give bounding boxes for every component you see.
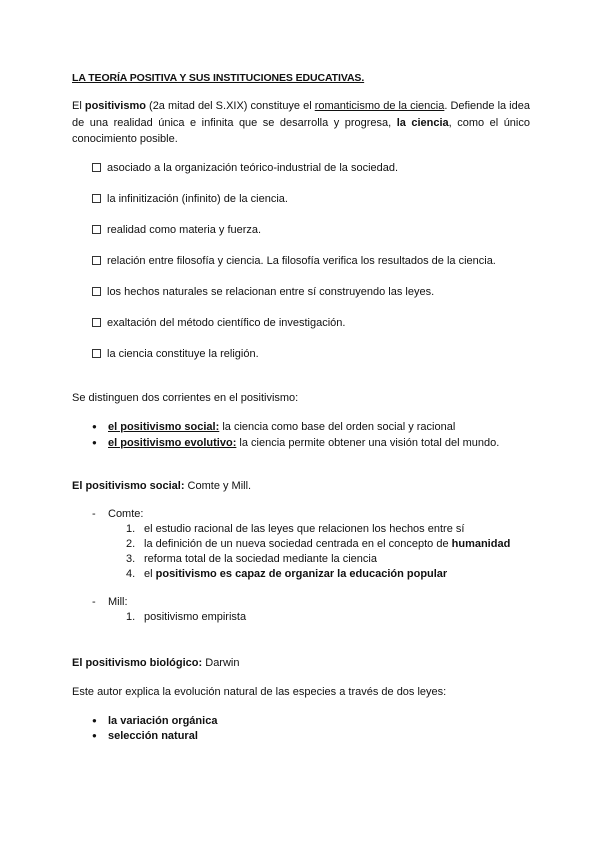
item-text: positivismo empirista bbox=[144, 611, 247, 623]
biological-intro: Este autor explica la evolución natural de las especies a través de dos leyes: bbox=[72, 686, 447, 698]
numbered-item bbox=[126, 567, 447, 582]
law-text: selección natural bbox=[108, 730, 198, 742]
checkbox[interactable] bbox=[92, 349, 101, 358]
document-title: LA TEORÍA POSITIVA Y SUS INSTITUCIONES EDUCATIVAS. bbox=[72, 72, 365, 84]
intro-text-3: . Defiende la idea de una realidad única e infinita que se desarrolla y progresa, bbox=[72, 100, 530, 129]
current-label: el positivismo social: bbox=[108, 421, 220, 433]
item-text: la definición de un nueva sociedad centrada en el concepto de bbox=[144, 538, 452, 550]
checklist-item[interactable] bbox=[92, 192, 288, 206]
numbered-item bbox=[126, 537, 510, 552]
bullet-icon: ● bbox=[92, 731, 97, 740]
item-number: 3. bbox=[126, 553, 136, 565]
current-label: el positivismo evolutivo: bbox=[108, 437, 237, 449]
checkbox[interactable] bbox=[92, 225, 101, 234]
current-text: la ciencia permite obtener una visión total del mundo. bbox=[236, 437, 500, 449]
section-heading-biological bbox=[72, 655, 532, 671]
intro-text-1: El bbox=[72, 100, 85, 112]
checklist-item[interactable] bbox=[92, 254, 496, 268]
item-text: el estudio racional de las leyes que relacionen los hechos entre sí bbox=[144, 523, 465, 535]
item-number: 1. bbox=[126, 611, 136, 623]
checklist-label: asociado a la organización teórico-industrial de la sociedad. bbox=[107, 162, 399, 174]
item-text: el bbox=[144, 568, 156, 580]
bullet-icon: ● bbox=[92, 438, 97, 447]
item-number: 2. bbox=[126, 538, 136, 550]
checklist-label: la ciencia constituye la religión. bbox=[107, 348, 259, 360]
heading-author: Darwin bbox=[202, 657, 240, 669]
bullet-icon: ● bbox=[92, 716, 97, 725]
checklist-item[interactable] bbox=[92, 223, 261, 237]
dash-marker: - bbox=[92, 508, 96, 520]
checkbox[interactable] bbox=[92, 287, 101, 296]
author-item-comte bbox=[92, 507, 143, 522]
checklist-item[interactable] bbox=[92, 285, 434, 299]
intro-bold-ciencia: la ciencia bbox=[396, 116, 449, 129]
checkbox[interactable] bbox=[92, 318, 101, 327]
intro-text-2: (2a mitad del S.XIX) constituye el bbox=[145, 100, 315, 112]
checklist-label: realidad como materia y fuerza. bbox=[107, 224, 262, 236]
numbered-item bbox=[126, 552, 377, 567]
law-text: la variación orgánica bbox=[108, 715, 218, 727]
intro-paragraph bbox=[72, 98, 530, 148]
section-heading-social bbox=[72, 478, 532, 494]
intro-underlined-term: romanticismo de la ciencia bbox=[314, 100, 445, 112]
list-item bbox=[92, 435, 499, 451]
checklist-label: relación entre filosofía y ciencia. La filosofía verifica los resultados de la ciencia. bbox=[107, 255, 496, 267]
list-item bbox=[92, 713, 217, 729]
heading-label: El positivismo biológico: bbox=[72, 657, 203, 669]
author-name: Mill: bbox=[108, 596, 128, 608]
current-text: la ciencia como base del orden social y racional bbox=[219, 421, 456, 433]
intro-bold-positivismo: positivismo bbox=[84, 100, 146, 112]
numbered-item bbox=[126, 522, 464, 537]
item-bold: humanidad bbox=[451, 538, 511, 550]
heading-authors: Comte y Mill. bbox=[184, 480, 252, 492]
intro-text-4: , como el único conocimiento posible. bbox=[72, 116, 530, 145]
list-item bbox=[92, 419, 455, 435]
checklist-label: exaltación del método científico de investigación. bbox=[107, 317, 346, 329]
item-number: 1. bbox=[126, 523, 136, 535]
bullet-icon: ● bbox=[92, 422, 97, 431]
item-number: 4. bbox=[126, 568, 136, 580]
checklist-item[interactable] bbox=[92, 316, 345, 330]
heading-label: El positivismo social: bbox=[72, 480, 185, 492]
numbered-item bbox=[126, 610, 246, 625]
checklist-label: la infinitización (infinito) de la ciencia. bbox=[107, 193, 288, 205]
author-name: Comte: bbox=[108, 508, 144, 520]
list-item bbox=[92, 728, 198, 744]
checklist-label: los hechos naturales se relacionan entre sí construyendo las leyes. bbox=[107, 286, 435, 298]
checklist-item[interactable] bbox=[92, 161, 398, 175]
dash-marker: - bbox=[92, 596, 96, 608]
item-bold: positivismo es capaz de organizar la educación popular bbox=[155, 568, 448, 580]
author-item-mill bbox=[92, 595, 128, 610]
checklist-item[interactable] bbox=[92, 347, 259, 361]
currents-intro: Se distinguen dos corrientes en el positivismo: bbox=[72, 392, 299, 404]
checkbox[interactable] bbox=[92, 194, 101, 203]
checkbox[interactable] bbox=[92, 163, 101, 172]
checkbox[interactable] bbox=[92, 256, 101, 265]
item-text: reforma total de la sociedad mediante la ciencia bbox=[144, 553, 377, 565]
